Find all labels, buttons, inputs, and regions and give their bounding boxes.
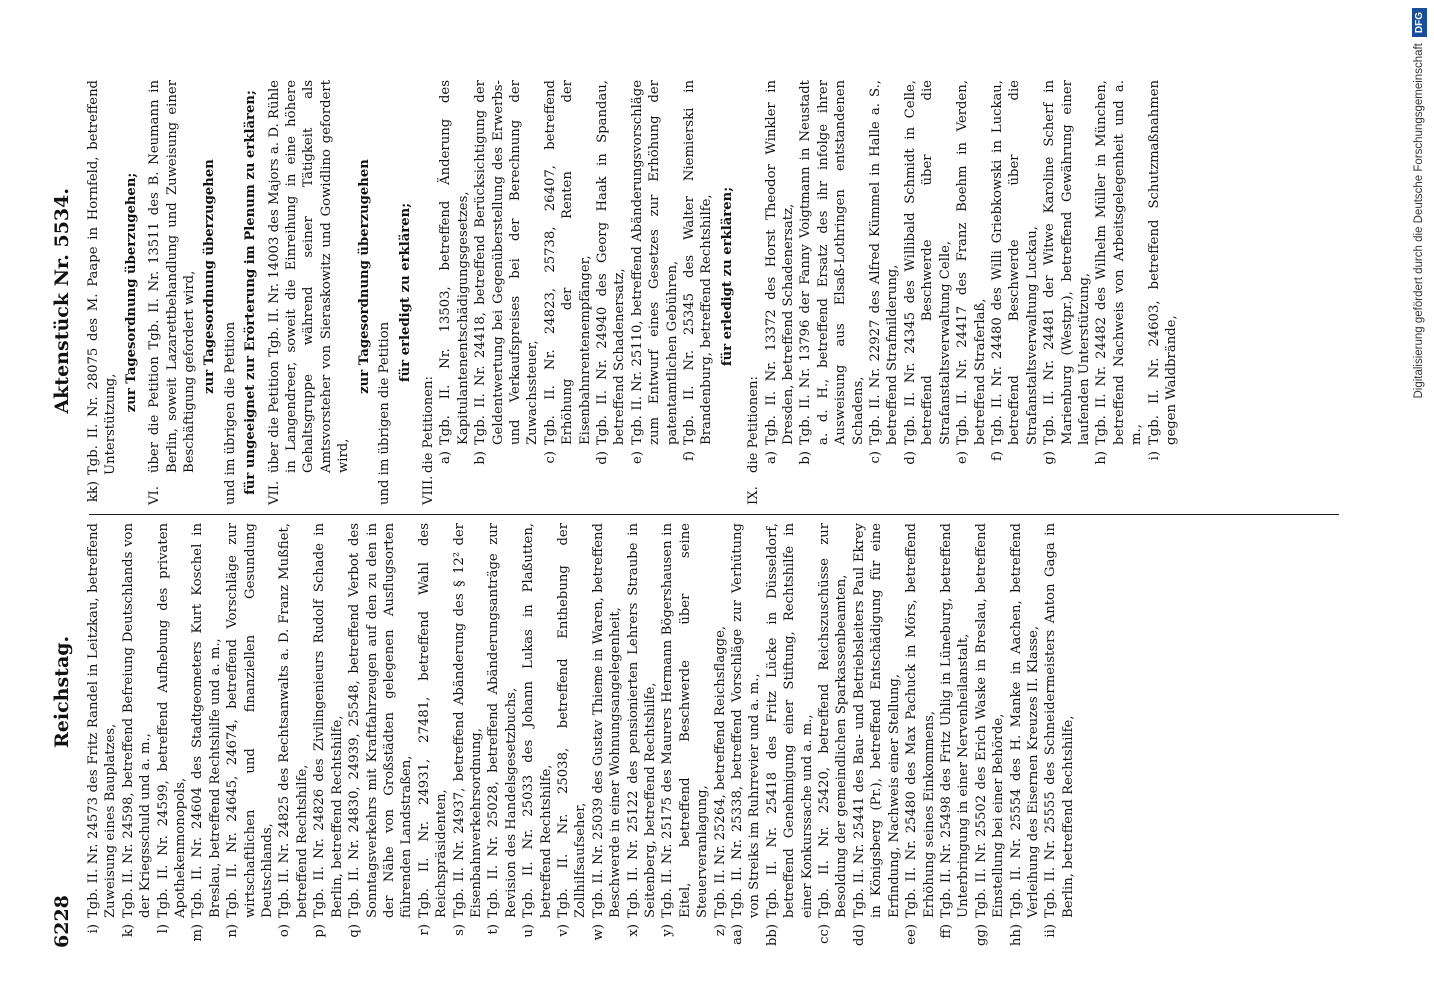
item-label: dd) [851,924,867,947]
item-text: Tgb. II. Nr. 25420, betreffend Reichszuschüsse zur Besoldung der gemeindlichen Sparkassenbeamten, [817,523,850,918]
list-item [659,523,711,948]
item-label: ee) [904,924,920,945]
item-label: z) [712,924,728,937]
item-text: Tgb. II. Nr. 24417 des Franz Boehm in Verden, betreffend Straferlaß, [955,80,988,445]
section-intro: die Petitionen: [746,376,762,473]
item-text: Tgb. II. Nr. 25554 des H. Manke in Aachen, betreffend Verleihung des Eisernen Kreuzes II. Klasse, [1008,523,1041,918]
decision-line: zur Tagesordnung überzugehen; [123,172,139,413]
item-label: r) [416,924,432,936]
item-text: Tgb. II. Nr. 25480 des Max Pachuck in Mörs, betreffend Erhöhung seines Einkommens, [904,523,937,918]
digitization-note-text: Digitalisierung gefördert durch die Deutsche Forschungsgemeinschaft [1413,43,1425,399]
item-text: Tgb. II. Nr. 25502 des Erich Waske in Breslau, betreffend Einstellung bei einer Behörde, [973,523,1007,918]
item-text: Tgb. II. Nr. 24826 des Zivilingenieurs Rudolf Schade in Berlin, betreffend Rechtshilfe, [312,523,345,918]
item-label: t) [486,924,502,935]
decision-line: zur Tagesordnung überzugehen [356,159,372,394]
item-text: Tgb. II. Nr. 24480 des Willi Griebkowski in Luckau, betreffend Beschwerde über die Strafanstaltsverwaltung Luckau, [989,80,1040,445]
item-text: Tgb. II. Nr. 25039 des Gustav Thieme in Waren, betreffend Beschwerde in einer Wohnungsangelegenheit, [590,523,624,918]
list-item [155,523,190,948]
section-numeral: VI. [147,486,163,505]
item-label: kk) [86,481,101,503]
section-vi [146,80,222,505]
list-item [903,523,938,948]
list-item [938,523,973,948]
item-label: q) [347,924,363,938]
list-item [763,80,798,473]
item-label: h) [1094,451,1110,465]
list-item [485,523,520,948]
item-label: p) [312,924,328,938]
section-text: über die Petition Tgb. II. Nr. 14003 des Majors a. D. Rühle in Langendreer, soweit die Einreihung in eine höhere Gehaltsgruppe während seiner Tätigkeit als Amtsvorsteher von Sieraskowitz und Gowidlino gefordert wird, [266,80,352,473]
item-label: o) [277,924,293,938]
item-label: bb) [764,924,780,947]
section-rest: und im übrigen die Petition [377,321,393,505]
page-number: 6228 [51,895,73,948]
item-label: d) [902,451,918,465]
digitization-note [1406,8,1432,992]
item-text: Tgb. II. Nr. 24482 des Wilhelm Müller in München, betreffend Nachweis von Arbeitsgelegenheit und a. m., [1094,80,1145,445]
section-rest: und im übrigen die Petition [222,321,238,505]
list-item [1146,80,1181,473]
column-divider [89,514,1339,515]
list-item [542,80,594,473]
list-item [472,80,542,473]
item-label: a) [438,451,454,465]
dfg-logo: DFG [1412,8,1427,37]
item-label: f) [682,451,697,462]
item-text: Tgb. II. Nr. 22927 des Alfred Kümmel in Halle a. S., betreffend Strafmilderung, [868,80,901,445]
list-item [85,523,120,948]
list-item [189,523,224,948]
section-ix [745,80,1180,505]
item-text: Tgb. II. Nr. 25175 des Maurers Hermann Bögershausen in Eitel, betreffend Beschwerde über seine Steuerveranlagung, [660,523,711,918]
section-numeral: IX. [746,486,762,505]
list-item [851,523,903,948]
decision-line: zur Tagesordnung überzugehen [202,159,218,394]
list-item [797,80,867,473]
left-column [85,523,1077,948]
item-text: Tgb. II. Nr. 25345 des Walter Niemierski in Brandenburg, betreffend Rechtshilfe, [682,80,715,445]
item-text: Tgb. II. Nr. 24573 des Fritz Randel in Leitzkau, betreffend Zuweisung eines Bauplatzes, [86,523,119,918]
section-numeral: VII. [266,480,282,505]
item-text: Tgb. II. Nr. 24823, 25738, 26407, betreffend Erhöhung der Renten der Eisenbahnrentenempfänger, [542,80,593,445]
running-head [45,58,81,948]
item-text: Tgb. II. Nr. 25418 des Fritz Lücke in Düsseldorf, betreffend Genehmigung einer Stiftung, Rechtshilfe in einer Konkurssache und a. m., [764,523,815,918]
list-item [120,523,155,948]
section-viii [420,80,739,505]
item-label: w) [590,924,606,941]
item-text: Tgb. II. Nr. 25122 des pensionierten Lehrers Straube in Seitenberg, betreffend Rechtshilfe, [625,523,658,918]
list-item [681,80,716,473]
item-label: g) [1042,451,1058,465]
item-label: b) [473,451,489,465]
list-item [520,523,555,948]
list-item [594,80,629,473]
item-text: Tgb. II. Nr. 13503, betreffend Änderung des Kapitulantenentschädigungsgesetzes, [438,80,471,445]
list-item [1093,80,1145,473]
item-label: c) [542,451,558,464]
item-label: ii) [1043,924,1059,938]
item-text: Tgb. II. Nr. 24940 des Georg Haak in Spandau, betreffend Schadenersatz, [594,80,628,445]
decision-line: für erledigt zu erklären; [397,202,413,383]
list-item [224,523,276,948]
item-label: s) [451,924,467,936]
item-label: i) [86,924,101,934]
item-label: b) [798,451,814,465]
item-text: Tgb. II. Nr. 13372 des Horst Theodor Winkler in Dresden, betreffend Schadenersatz, [763,80,797,445]
item-text: Tgb. II. Nr. 24830, 24939, 25548, betreffend Verbot des Sonntagsverkehrs mit Kraftfahrzeugen auf den zu den in der Nähe von Großstädten gelegenen Ausflugsorten führenden Landstraßen, [347,523,415,918]
item-text: Tgb. II. Nr. 24481 der Witwe Karoline Scherf in Marienburg (Westpr.), betreffend Gewährung einer laufenden Unterstützung, [1042,80,1092,445]
item-label: c) [868,451,884,464]
list-item [629,80,681,473]
header-right-title: Aktenstück Nr. 5534. [51,188,73,414]
item-label: e) [955,451,971,464]
list-item [1042,523,1077,948]
item-label: y) [660,924,676,937]
list-item [437,80,472,473]
item-text: Tgb. II. Nr. 25028, betreffend Abänderungsanträge zur Revision des Handelsgesetzbuchs, [486,523,519,918]
section-vii [266,80,376,505]
list-item [311,523,346,948]
item-label: hh) [1008,924,1024,947]
list-item [276,523,311,948]
decision-line: für ungeeignet zur Erörterung im Plenum zu erklären; [243,90,259,495]
item-label: f) [989,451,1005,462]
item-text: Tgb. II. Nr. 25555 des Schneidermeisters Anton Gaga in Berlin, betreffend Rechtshilfe, [1043,523,1076,918]
item-text: Tgb. II. Nr. 24599, betreffend Aufhebung des privaten Apothekenmonopols, [155,523,189,918]
list-item [451,523,486,948]
header-left-title: Reichstag. [51,635,73,748]
item-text: Tgb. II. Nr. 25110, betreffend Abänderungsvorschläge zum Entwurf eines Gesetzes zur Erhöhung der patentamtlichen Gebühren, [629,80,680,445]
item-text: Tgb. II. Nr. 25338, betreffend Vorschläge zur Verhütung von Streiks im Ruhrrevier und a. m., [730,523,763,918]
list-item [1041,80,1093,473]
list-item [954,80,989,473]
item-label: a) [763,451,779,465]
item-text: Tgb. II. Nr. 25264, betreffend Reichsflagge, [712,625,728,918]
list-item [590,523,625,948]
item-text: Tgb. II. Nr. 24345 des Willibald Schmidt in Celle, betreffend Beschwerde über die Strafanstaltsverwaltung Celle, [902,80,953,445]
page-content [45,58,1345,948]
item-text: Tgb. II. Nr. 28075 des M. Paape in Hornfeld, betreffend Unterstützung, [86,80,119,475]
item-label: x) [625,924,641,937]
item-text: Tgb. II. Nr. 25038, betreffend Enthebung der Zollhilfsaufseher, [555,523,589,918]
item-text: Tgb. II. Nr. 24598, betreffend Befreiung Deutschlands von der Kriegsschuld und a. m., [120,523,154,918]
list-item [729,523,764,948]
item-text: Tgb. II. Nr. 24937, betreffend Abänderung des § 12² der Eisenbahnverkehrsordnung, [451,523,484,918]
list-item [85,80,120,505]
list-item [625,523,660,948]
list-item [867,80,902,473]
item-label: i) [1146,451,1162,461]
list-item [416,523,451,948]
item-text: Tgb. II. Nr. 24645, 24674, betreffend Vorschläge zur wirtschaftlichen und finanziellen Gesundung Deutschlands, [225,523,276,918]
list-item [764,523,816,948]
item-text: Tgb. II. Nr. 24604 des Stadtgeometers Kurt Koschel in Breslau, betreffend Rechtshilfe und a. m., [190,523,223,918]
item-text: Tgb. II. Nr. 25033 des Johann Lukas in Plaßutten, betreffend Rechtshilfe, [521,523,554,918]
section-numeral: VIII. [420,475,436,505]
list-item [902,80,954,473]
item-label: k) [120,924,136,938]
section-text: über die Petition Tgb. II. Nr. 13511 des B. Neumann in Berlin, soweit Lazarettbehandlung und Zuweisung einer Beschäftigung gefordert wird, [147,80,198,473]
item-text: Tgb. II. Nr. 24931, 27481, betreffend Wahl des Reichspräsidenten, [416,523,450,918]
item-text: Tgb. II. Nr. 13796 der Fanny Voigtmann in Neustadt a. d. H., betreffend Ersatz des ihr infolge ihrer Ausweisung aus Elsaß-Lothringen entstandenen Schadens, [798,80,866,445]
decision-line: für erledigt zu erklären; [719,186,735,367]
item-label: gg) [973,924,989,947]
item-label: u) [521,924,537,938]
item-label: l) [155,924,171,934]
section-intro: die Petitionen: [420,376,436,473]
list-item [555,523,590,948]
list-item [712,523,729,948]
item-text: Tgb. II. Nr. 24418, betreffend Berücksichtigung der Geldentwertung bei Gegenüberstellung des Erwerbs- und Verkaufspreises bei der Berechnung der Zuwachssteuer, [473,80,541,445]
list-item [973,523,1008,948]
item-text: Tgb. II. Nr. 24825 des Rechtsanwalts a. D. Franz Mußfiet, betreffend Rechtshilfe, [277,523,310,918]
list-item [989,80,1041,473]
item-text: Tgb. II. Nr. 24603, betreffend Schutzmaßnahmen gegen Waldbrände, [1146,80,1179,445]
item-text: Tgb. II. Nr. 25498 des Fritz Uhlig in Lüneburg, betreffend Unterbringung in einer Nervenheilanstalt, [938,523,972,918]
item-label: v) [555,924,571,937]
list-item [346,523,416,948]
item-label: aa) [730,924,746,945]
item-label: m) [190,924,206,942]
list-item [1008,523,1043,948]
item-label: cc) [817,924,833,944]
item-label: e) [629,451,645,464]
item-label: n) [225,924,241,938]
list-item [816,523,851,948]
item-label: d) [594,451,610,465]
right-column [85,80,1180,505]
item-text: Tgb. II. Nr. 25441 des Bau- und Betriebsleiters Paul Ekrey in Königsberg (Pr.), betreffend Entschädigung für eine Erfindung, Nachweis einer Stellung, [851,523,902,918]
item-label: ff) [938,924,954,939]
